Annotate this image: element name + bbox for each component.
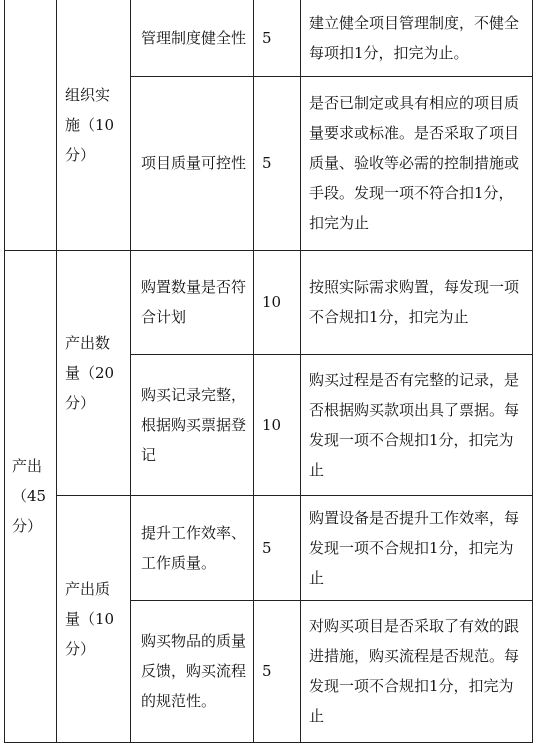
score-cell: 5 xyxy=(254,0,301,76)
scoring-standard-cell: 是否已制定或具有相应的项目质量要求或标准。是否采取了项目质量、验收等必需的控制措施或手段。发现一项不符合扣1分，扣完为止 xyxy=(301,76,533,250)
table-row xyxy=(5,0,533,76)
primary-indicator-cell: 产出（45分） xyxy=(5,250,57,742)
score-cell: 10 xyxy=(254,250,301,354)
tertiary-indicator-cell: 提升工作效率、工作质量。 xyxy=(131,495,254,600)
scoring-table-page xyxy=(4,0,532,742)
tertiary-indicator-cell: 管理制度健全性 xyxy=(131,0,254,76)
table-row xyxy=(5,250,533,354)
score-cell: 10 xyxy=(254,354,301,495)
secondary-indicator-cell: 产出质量（10分） xyxy=(57,495,131,742)
tertiary-indicator-cell: 购置数量是否符合计划 xyxy=(131,250,254,354)
scoring-standard-cell: 购买过程是否有完整的记录，是否根据购买款项出具了票据。每发现一项不合规扣1分，扣完为止 xyxy=(301,354,533,495)
score-cell: 5 xyxy=(254,495,301,600)
score-cell: 5 xyxy=(254,600,301,742)
performance-scoring-table xyxy=(4,0,533,743)
scoring-standard-cell: 建立健全项目管理制度，不健全每项扣1分，扣完为止。 xyxy=(301,0,533,76)
tertiary-indicator-cell: 购买物品的质量反馈，购买流程的规范性。 xyxy=(131,600,254,742)
tertiary-indicator-cell: 购买记录完整，根据购买票据登记 xyxy=(131,354,254,495)
scoring-standard-cell: 购置设备是否提升工作效率，每发现一项不合规扣1分，扣完为止 xyxy=(301,495,533,600)
secondary-indicator-cell: 组织实施（10分） xyxy=(57,0,131,250)
scoring-standard-cell: 对购买项目是否采取了有效的跟进措施，购买流程是否规范。每发现一项不合规扣1分，扣完为止 xyxy=(301,600,533,742)
table-row xyxy=(5,495,533,600)
secondary-indicator-cell: 产出数量（20分） xyxy=(57,250,131,495)
primary-indicator-cell xyxy=(5,0,57,250)
scoring-standard-cell: 按照实际需求购置，每发现一项不合规扣1分，扣完为止 xyxy=(301,250,533,354)
tertiary-indicator-cell: 项目质量可控性 xyxy=(131,76,254,250)
score-cell: 5 xyxy=(254,76,301,250)
